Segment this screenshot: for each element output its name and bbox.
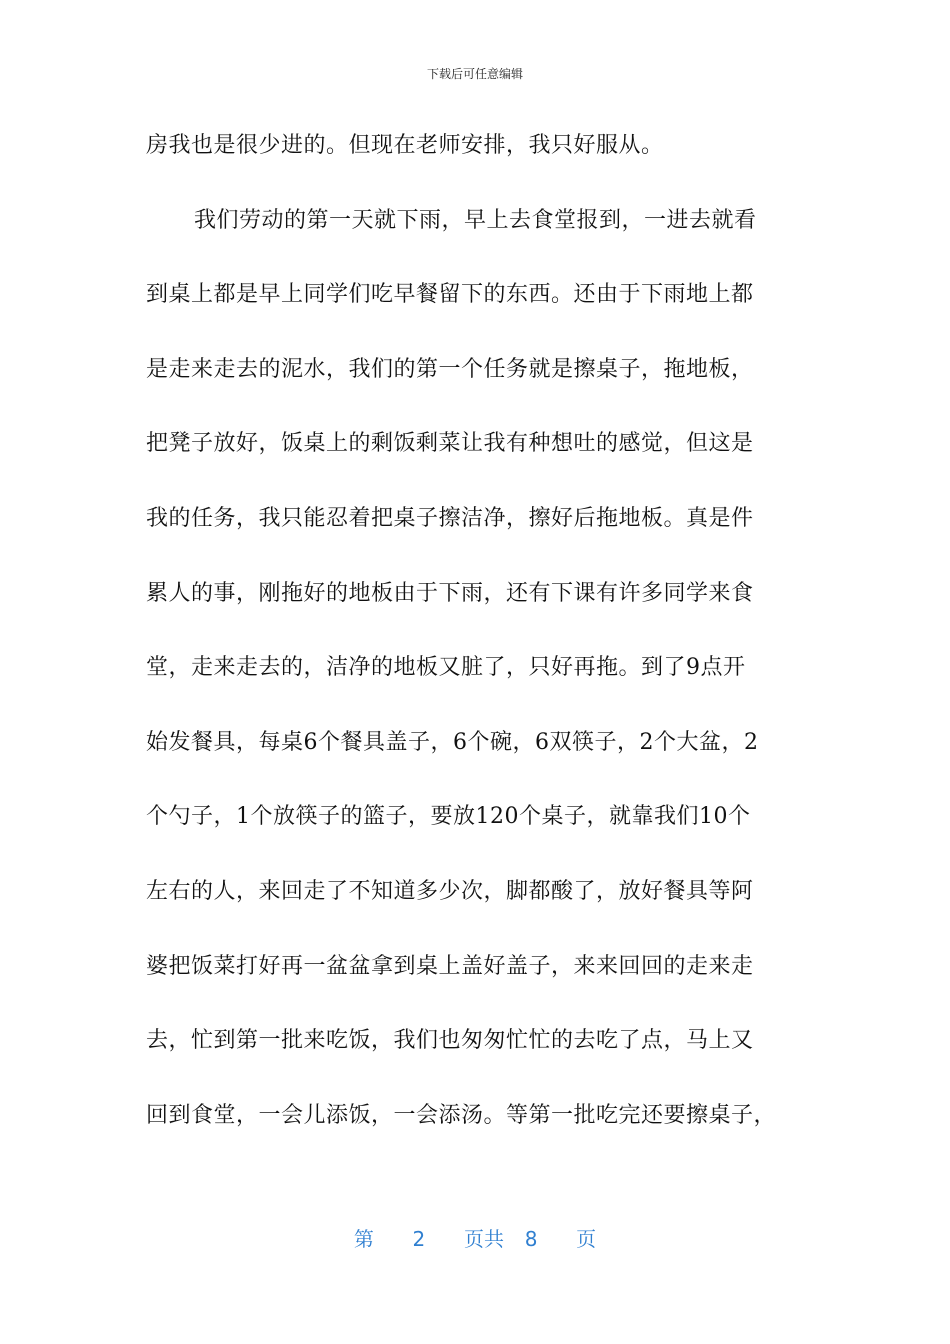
page-total-label: 页共 — [464, 1227, 504, 1251]
page-number-footer — [0, 1226, 950, 1252]
total-page-count: 8 — [524, 1227, 538, 1251]
text-line: 始发餐具，每桌6个餐具盖子，6个碗，6双筷子，2个大盆，2 — [146, 729, 759, 755]
text-line: 是走来走去的泥水，我们的第一个任务就是擦桌子，拖地板， — [146, 356, 754, 382]
text-line: 婆把饭菜打好再一盆盆拿到桌上盖好盖子，来来回回的走来走 — [146, 953, 754, 979]
document-body — [146, 122, 806, 1166]
text-line: 到桌上都是早上同学们吃早餐留下的东西。还由于下雨地上都 — [146, 282, 754, 308]
text-line: 堂，走来走去的，洁净的地板又脏了，只好再拖。到了9点开 — [146, 655, 746, 681]
text-line: 把凳子放好，饭桌上的剩饭剩菜让我有种想吐的感觉，但这是 — [146, 431, 754, 457]
page-prefix: 第 — [353, 1227, 374, 1251]
text-line: 房我也是很少进的。但现在老师安排，我只好服从。 — [146, 133, 664, 158]
text-line: 累人的事，刚拖好的地板由于下雨，还有下课有许多同学来食 — [146, 580, 754, 606]
text-line: 个勺子，1个放筷子的篮子，要放120个桌子，就靠我们10个 — [146, 804, 751, 830]
text-line: 回到食堂，一会儿添饭，一会添汤。等第一批吃完还要擦桌子， — [146, 1102, 777, 1128]
text-line: 左右的人，来回走了不知道多少次，脚都酸了，放好餐具等阿 — [146, 878, 754, 904]
page-suffix: 页 — [576, 1227, 597, 1251]
text-line: 去，忙到第一批来吃饭，我们也匆匆忙忙的去吃了点，马上又 — [146, 1028, 754, 1054]
page-header-note: 下载后可任意编辑 — [426, 67, 523, 81]
current-page-number: 2 — [412, 1227, 426, 1251]
paragraph-first-line: 我们劳动的第一天就下雨，早上去食堂报到，一进去就看 — [194, 207, 757, 233]
text-line: 我的任务，我只能忍着把桌子擦洁净，擦好后拖地板。真是件 — [146, 505, 754, 531]
